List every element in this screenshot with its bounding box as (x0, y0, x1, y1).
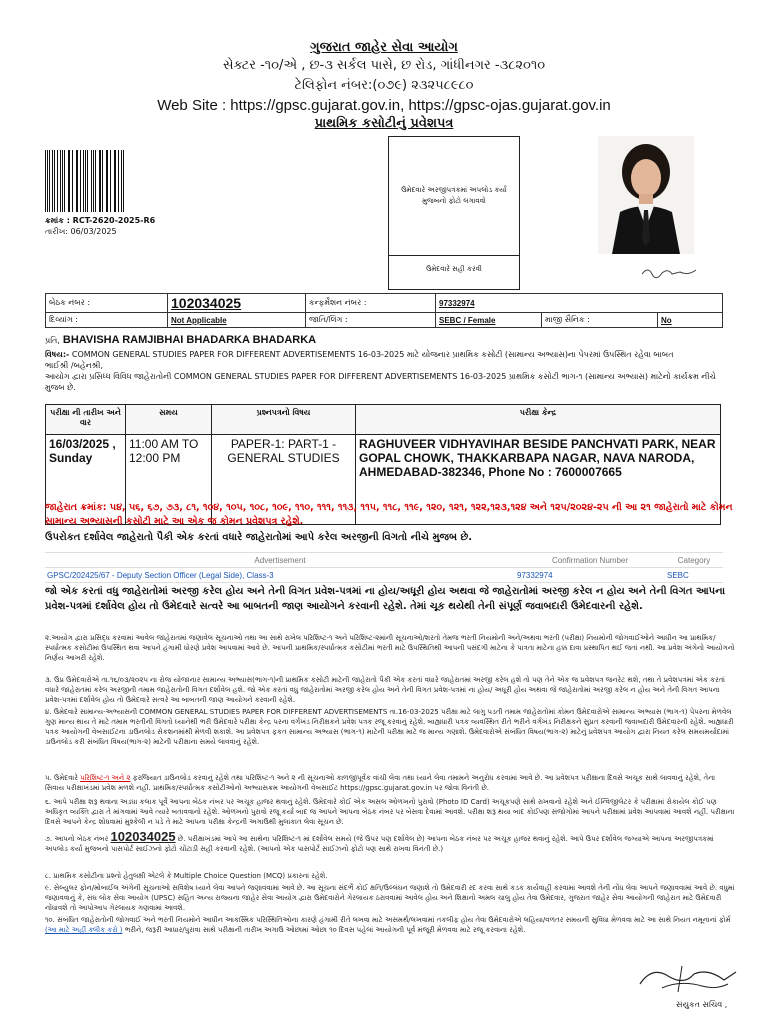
document-title: પ્રાથમિક કસોટીનું પ્રવેશપત્ર (314, 116, 454, 131)
adv-category: SEBC (665, 568, 723, 583)
warning-text: જો એક કરતાં વધુ જાહેરાતોમાં અરજી કરેલ હોય અને તેની વિગત પ્રવેશ-પત્રમાં ના હોય/અધૂરી હોય અથવા જે જાહેરાતોમાં અરજી કરેલ ન હોય અને તેની વિગત આપના પ્રવેશ-પત્રમાં દર્શાવેલ હોય તો ઉમેદવારે સત્વરે આ બાબતની જાણ આયોગને કરવાની રહેશે. તેમાં ચૂક થયેથી તેની સંપૂર્ણ જવાબદારી ઉમેદવારની રહેશે. (45, 586, 726, 612)
adv-header-category: Category (665, 553, 723, 568)
kramank: ક્રમાંક : RCT-2620-2025-R6 (45, 216, 156, 225)
instruction-10-rest: ભરીને, જરૂરી આધાર/પુરાવા સાથે પરીક્ષાની તારીખ અગાઉ ઓછામાં ઓછા ૧૦ દિવસ પહેલાં આયોગની પૂર્વ મંજૂરી મેળવવા માટે રજૂ કરવાના રહેશે. (124, 926, 526, 934)
exam-paper: PAPER-1: PART-1 - GENERAL STUDIES (212, 435, 356, 525)
form-link[interactable]: (આ માટે અહીં ક્લીક કરો ) (45, 926, 123, 934)
barcode (45, 150, 125, 212)
subject-line (45, 349, 735, 360)
exam-header-paper: પ્રશ્નપત્રનો વિષય (212, 405, 356, 435)
barcode-bar (52, 150, 53, 212)
table-row (45, 568, 723, 583)
barcode-bar (45, 150, 46, 212)
exam-centre: RAGHUVEER VIDHYAVIHAR BESIDE PANCHVATI PARK, NEAR GOPAL CHOWK, THAKKARBAPA NAGAR, NAVA NARODA, AHMEDABAD-382346, Phone No : 7600007665 (356, 435, 721, 525)
instruction-3: ૩. ઉપ્ર ઉમેદવારોએ તા.૧૬/૦૩/૨૦૨૫ ના રોજ યોજાનાર સામાન્ય અભ્યાસ(ભાગ-૧)ની પ્રાથમિક કસોટી માટેની જાહેરાતો પૈકી એક કરતાં વધારે જાહેરાતમાં અરજી કરેલ હશે તો પણ તેને એક જ પ્રવેશપત્ર જનરેટ થશે, તથા તે પ્રવેશપત્રમાં એક કરતાં વધારે જાહેરાતમાં કરેલ અરજીની તમામ જાહેરાતોની વિગત દર્શાવેલ હશે. જો એક કરતાં વધુ જાહેરાતોમાં અરજી કરેલ હોય અને તેની વિગત પ્રવેશ-પત્રમાં ના હોય/ અધૂરી હોય અથવા જે જાહેરાતોમાં અરજી કરેલ ન હોય અને તેની વિગત આપના પ્રવેશ-પત્રમાં દર્શાવેલ હોય તો ઉમેદવારે સત્વરે આ બાબતની જાણ આયોગને કરવાની રહેશે. (45, 676, 726, 704)
caste-value: SEBC / Female (439, 315, 496, 325)
barcode-bar (114, 150, 115, 212)
advertisement-table (45, 552, 723, 583)
exam-date: 16/03/2025 , Sunday (46, 435, 126, 525)
salutation: ભાઈશ્રી /બહેનશ્રી, (45, 361, 104, 370)
instruction-10 (45, 915, 735, 935)
instruction-7-start: ૭. આપનો બેઠક નંબર (45, 835, 109, 843)
org-website[interactable]: Web Site : https://gpsc.gujarat.gov.in, https://gpsc-ojas.gujarat.gov.in (157, 97, 611, 114)
intro-text: આયોગ દ્વારા પ્રસિધ્ધ વિવિધ જાહેરાતોની COMMON GENERAL STUDIES PAPER FOR DIFFERENT ADVERTISEMENTS 16-03-2025 પ્રાથમિક કસોટી ભાગ-૧ (સામાન્ય અભ્યાસ) માટેનો કાર્યક્રમ નીચે મુજબ છે. (45, 372, 716, 392)
org-title: ગુજરાત જાહેર સેવા આયોગ (310, 40, 458, 55)
candidate-photo (598, 136, 694, 254)
instruction-10-start: ૧૦. સંબંધિત જાહેરાતોની જોગવાઈ અને ભરતી નિયમોને આધીન આકસ્મિક પરિસ્થિતિઓના કારણે હંગામી રીતે લખવા માટે અસમર્થ/લખવામાં તકલીફ હોય તેવા ઉમેદવારોએ લહિયા/વળતર સમયની સુવિધા મેળવવા માટે આ સાથે નિયત નમૂનાનાં ફોર્મ (45, 916, 731, 924)
adv-header-advertisement: Advertisement (45, 553, 515, 568)
instruction-5 (45, 773, 735, 793)
exam-header-centre: પરીક્ષા કેન્દ્ર (356, 405, 721, 435)
seat-number: 102034025 (171, 295, 242, 311)
barcode-bar (68, 150, 69, 212)
barcode-bar (54, 150, 55, 212)
instruction-2: ૨.આયોગ દ્વારા પ્રસિદ્ધ કરવામાં આવેલ જાહેરાતમાં જણાવેલ સૂચનાઓ તથા આ સાથે રાખેલ પરિશિષ્ટ-૧ અને પરિશિષ્ટ-૨માંની સૂચનાઓ/શરતો તેમજ ભરતી નિયમોની અને/અથવા ભરતી (પરીક્ષા) નિયમોની જોગવાઈઓને આધીન આ પ્રાથમિક/સ્પર્ધાત્મક કસોટીમાં ઉપસ્થિત થવા આપને હંગામી ધોરણે પ્રવેશ આપવામાં આવે છે. આપની પ્રાથમિક/સ્પર્ધાત્મક કસોટીમાં ભરતી માટે ઉપસ્થિતિથી આપની પસંદગી માટેના કે પાત્રતા માટેના હક્ક દાવા પ્રસ્થાપિત થઈ જતાં નથી. આ પ્રવેશ અંગેનો આયોગનો નિર્ણય આખરી રહેશે. (45, 634, 735, 662)
seat-label: બેઠક નંબર : (46, 294, 168, 313)
instruction-7 (45, 829, 735, 854)
divider (389, 255, 519, 256)
caste-label: જાતિ/લિંગ : (306, 313, 436, 328)
ex-serviceman-label: માજી સૈનિક : (542, 313, 658, 328)
confirmation-label: કન્ફર્મેશન નંબર : (306, 294, 436, 313)
instruction-seat-number: 102034025 (110, 829, 176, 844)
barcode-bar (72, 150, 73, 212)
instruction-7-rest: છે. પરીક્ષાખંડમાં આપે આ સાથેના પરિશિષ્ટ-૧ માં દર્શાવેલ સમયે (જે ઉપર પણ દર્શાવેલ છે) આપના બેઠક નંબર પર અચૂક હાજર થવાનું રહેશે. આપે ઉપર દર્શાવેલ જગ્યાએ આપના અરજીપત્રકમાં અપલોડ કર્યા મુજબનો પાસપોર્ટ સાઈઝનો ફોટો ચોંટાડી સહી કરવાની રહેશે. (આપનો એક પાસપોર્ટ સાઈઝનો ફોટો પણ સાથે રાખવા વિનંતી છે.) (45, 835, 714, 853)
prati-label: પ્રતિ, (45, 336, 60, 345)
barcode-bar (80, 150, 81, 212)
advertisement-notice: જાહેરાત ક્રમાંક: ૫૪, ૫૬, ૬૭, ૭૩, ૮૧, ૧૦૪, ૧૦૫, ૧૦૮, ૧૦૯, ૧૧૦, ૧૧૧, ૧૧૩, ૧૧૫, ૧૧૮, ૧૧૯, ૧૨૦, ૧૨૧, ૧૨૨,૧૨૩,૧૨૪ અને ૧૨૫/૨૦૨૪-૨૫ ની આ ૨૧ જાહેરાતો માટે કોમન સામાન્ય અભ્યાસની કસોટી માટે આ એક જ કોમન પ્રવેશપત્ર રહેશે. (45, 502, 733, 527)
subject-label: વિષય:- (45, 350, 70, 359)
barcode-bar (95, 150, 96, 212)
subject-text: COMMON GENERAL STUDIES PAPER FOR DIFFERENT ADVERTISEMENTS 16-03-2025 માટે યોજનાર પ્રાથમિક કસોટી (સામાન્ય અભ્યાસ)ના પેપરમાં ઉપસ્થિત રહેવા બાબત (71, 350, 674, 359)
org-address: સેક્ટર -૧૦/એ , છ-૩ સર્કલ પાસે, છ રોડ, ગાંધીનગર -૩૮૨૦૧૦ (222, 58, 546, 73)
issue-date: તારીખ: 06/03/2025 (45, 227, 117, 236)
adv-header-confirmation: Confirmation Number (515, 553, 665, 568)
instruction-8: ૮. પ્રાથમિક કસોટીના પ્રશ્નો હેતુલક્ષી એટલે કે Multiple Choice Question (MCQ) પ્રકારના રહેશે. (45, 872, 328, 880)
signer-title: સંયુકત સચિવ , (676, 1000, 728, 1009)
exam-time: 11:00 AM TO 12:00 PM (126, 435, 212, 525)
barcode-bar (91, 150, 92, 212)
candidate-name-line (45, 335, 735, 346)
confirmation-number: 97332974 (439, 298, 475, 308)
barcode-bar (110, 150, 111, 212)
barcode-bar (121, 150, 122, 212)
annexure-link[interactable]: પરિશિષ્ટ-૧ અને ૨ (80, 774, 131, 782)
exam-header-date: પરીક્ષા ની તારીખ અને વાર (46, 405, 126, 435)
divyang-label: દિવ્યાંગ : (46, 313, 168, 328)
candidate-signature (640, 264, 700, 280)
org-phone: ટેલિફોન નંબર:(૦૭૯) ૨૩૨૫૮૯૮૦ (294, 78, 474, 93)
instruction-6: ૬. આપે પરીક્ષા શરૂ થવાના અડધા કલાક પૂર્વે આપના બેઠક નંબર પર અચૂક હાજર થવાનું રહેશે. ઉમેદવારે કોઈ એક અસલ ઓળખનો પુરાવો (Photo ID Card) અચૂકપણે સાથે રાખવાનો રહેશે અને ઈન્વિજીલેટર કે પરીક્ષામાં રોકાયેલ કોઈ પણ અધિકૃત વ્યક્તિ દ્વારા તે માંગવામાં આવે ત્યારે બતાવવાનો રહેશે. ઓળખનો પુરાવો રજૂ કર્યા બાદ જ આપને આપના બેઠક નંબર પર બેસવા દેવામાં આવશે. પરીક્ષા શરૂ થયા બાદ કોઈપણ સંજોગોમાં આપને પરીક્ષામાં પ્રવેશ આપવામાં આવશે નહીં. પરીક્ષાના દિવસે આપને કેન્દ્ર શોધવામાં મુશ્કેલી ન પડે તે માટે આપના પરીક્ષા કેન્દ્રની અગાઉથી મુલાકાત લેવા સૂચન છે. (45, 798, 735, 826)
sign-hint: ઉમેદવારે સહી કરવી (426, 265, 482, 273)
instruction-9: ૯. સેલ્યુલર ફોન/મોબાઈલ અંગેની સૂચનાઓ સવિશેષ ધ્યાને લેવા આપને જણાવવામાં આવે છે. આ સૂચના સંદર્ભે કોઈ ક્ષતિ/ઉલ્લંઘન જણાશે તો ઉમેદવારી રદ કરવા સાથે કડક કાર્યવાહી કરવામાં આવશે તેની નોંધ લેવા આપને જણાવવામાં આવે છે. વધુમાં જણાવવાનું કે, સંઘ લોક સેવા આયોગ (UPSC) સહિત અન્ય રાજ્યના જાહેર સેવા આયોગ દ્વારા ઉમેદવારોને ગેરલાયક ઠરાવવામાં આવેલ હોય અને શિક્ષાનો અમલ ચાલુ હોય તેવા ઉમેદવાર, ગુજરાત જાહેર સેવા આયોગની જાહેરાત માટે ઉમેદવારી નોંધાવશે તો આપોઆપ ગેરલાયક ગણવામાં આવશે. (45, 884, 735, 912)
ex-serviceman-value: No (661, 315, 672, 325)
photo-sign-box (388, 136, 520, 290)
adv-confirmation: 97332974 (515, 568, 665, 583)
instruction-5-start: ૫. ઉમેદવારે (45, 774, 78, 782)
divyang-value: Not Applicable (171, 315, 227, 325)
candidate-name: BHAVISHA RAMJIBHAI BHADARKA BHADARKA (62, 334, 317, 346)
advertisement-intro: ઉપરોકત દર્શાવેલ જાહેરાતો પૈકી એક કરતાં વધારે જાહેરાતોમાં આપે કરેલ અરજીની વિગતો નીચે મુજબ છે. (45, 532, 473, 543)
instruction-4: ૪. ઉમેદવારે સામાન્ય-અભ્યાસની COMMON GENERAL STUDIES PAPER FOR DIFFERENT ADVERTISEMENTS તા.16-03-2025 પરીક્ષા માટે લાગુ પડતી તમામ જાહેરાતોમાં કોમન ઉમેદવારોએ સામાન્ય અભ્યાસ (ભાગ-૧) પેપરના મેળવેલ ગુણ માન્ય થાય તે માટે તમામ ભરતીની વિગતો ધ્યાનેથી ભરી ઉમેદવારે પરીક્ષા કેન્દ્ર પરના વર્ગખંડ નિરીક્ષકને પ્રવેશ પત્રક રજૂ કરવાનું રહેશે. બાહ્યધારી પત્રક વ્યવસ્થિત રીતે ભરીને વર્ગખંડ નિરીક્ષકને સુપ્રત કરવાની જવાબદારી ઉમેદવારની રહેશે. બાહ્યધારી પત્રક આયોગની વેબસાઈટના ડાઉનલોડ સેકશનમાંથી મેળવી શકાશે. આ પ્રવેશપત્ર ફકત સામાન્ય અભ્યાસ (ભાગ-૧) માટેની પરીક્ષા માટે જ માન્ય ગણાશે. ઉમેદવારોએ સંબંધિત વિષય(ભાગ-૨) માટેનું પ્રવેશપત્ર આયોગ દ્વારા નિયત કરેલ સમયમર્યાદામાં ડાઉનલોડ કરી સંબંધિત વિષય(ભાગ-૨) માટેની પરીક્ષાના સમયે લાવવાનું રહેશે. (45, 708, 734, 746)
adv-name: GPSC/202425/67 - Deputy Section Officer (Legal Side), Class-3 (45, 568, 515, 583)
instruction-5-rest: ફરજિયાત ડાઉનલોડ કરવાનું રહેશે તથા પરિશિષ્ટ-૧ અને ૨ ની સૂચનાઓ કાળજીપૂર્વક વાંચી લેવા તથા ધ્યાને લેવા તમામને અનુરોધ કરવામાં આવે છે. આ પ્રવેશપત્ર પરીક્ષાના દિવસે અચૂક સાથે લાવવાનું રહેશે, તેના સિવાય પરીક્ષાખંડમાં પ્રવેશ મળશે નહીં. પ્રાથમિક/સ્પર્ધાત્મક કસોટીઓનો અભ્યાસક્રમ આયોગની વેબસાઈટ https://gpsc.gujarat.gov.in પર જોવા વિનંતી છે. (45, 774, 716, 792)
barcode-bar (102, 150, 103, 212)
barcode-bar (87, 150, 88, 212)
barcode-bar (64, 150, 65, 212)
exam-header-time: સમય (126, 405, 212, 435)
photo-hint: ઉમેદવારે અરજીપત્રકમાં અપલોડ કર્યા મુજબનો ફોટો લગાવવો (401, 186, 507, 205)
official-signature (632, 962, 742, 998)
candidate-info-table (45, 293, 723, 328)
